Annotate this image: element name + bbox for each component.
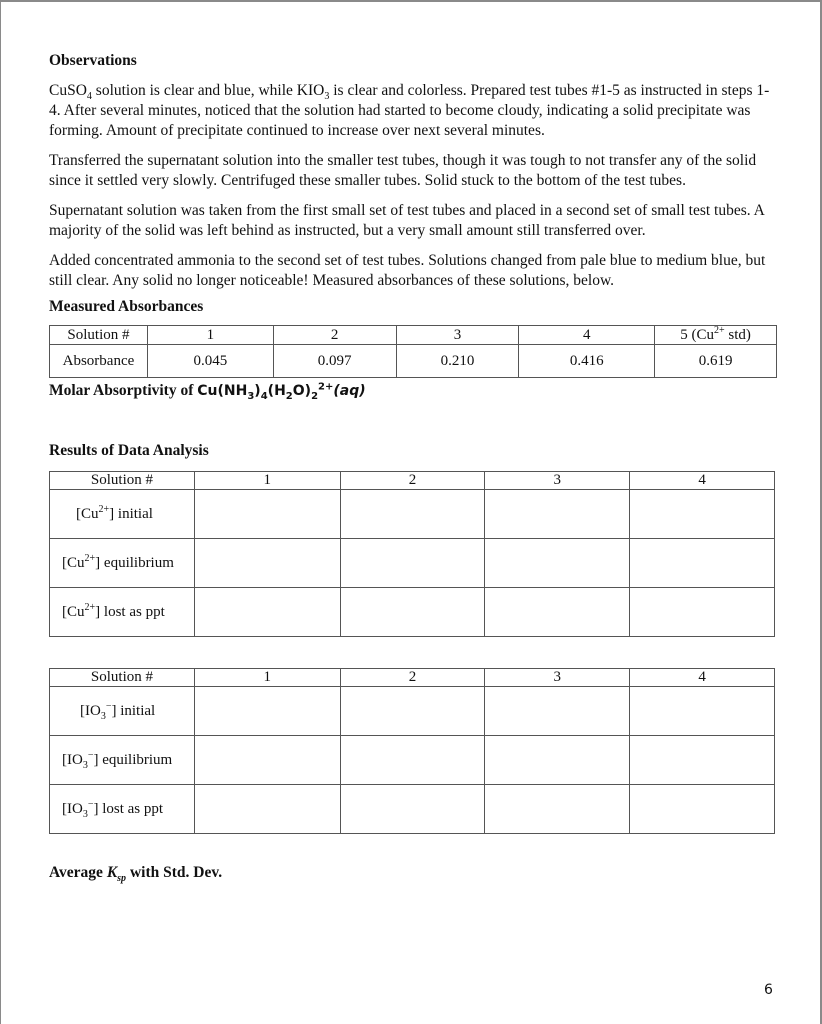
absorbance-table (49, 325, 777, 378)
absorbance-value: 0.210 (396, 345, 519, 378)
observation-paragraph-4: Added concentrated ammonia to the second set of test tubes. Solutions changed from pale blue to medium blue, but still clear. Any solid no longer noticeable! Measured absorbances of these solutions, below. (49, 252, 766, 289)
solution-number: 3 (485, 669, 630, 687)
empty-cell[interactable] (194, 785, 340, 834)
empty-cell[interactable] (340, 736, 485, 785)
table-row (50, 588, 775, 637)
absorbance-header-cell: Absorbance (50, 345, 148, 378)
table-row (50, 345, 777, 378)
table-row (50, 472, 775, 490)
page-number: 6 (764, 982, 773, 998)
empty-cell[interactable] (630, 588, 775, 637)
empty-cell[interactable] (485, 736, 630, 785)
empty-cell[interactable] (630, 736, 775, 785)
average-ksp-heading: Average $K_{sp}$ with Std. Dev. (49, 864, 223, 885)
empty-cell[interactable] (194, 588, 340, 637)
cu-lost-label: $[Cu^{2+}]$ lost as ppt (50, 588, 195, 637)
empty-cell[interactable] (194, 736, 340, 785)
cu-equilibrium-label: $[Cu^{2+}]$ equilibrium (50, 539, 195, 588)
empty-cell[interactable] (485, 490, 630, 539)
absorbance-value: 0.097 (273, 345, 396, 378)
observation-paragraph-3: Supernatant solution was taken from the first small set of test tubes and placed in a second set of small test tubes. A majority of the solid was left behind as instructed, but a very small amount still transferred over. (49, 202, 765, 239)
standard-solution-label: 5 ($Cu^{2+}$ std) (655, 326, 777, 345)
io3-initial-label: $[IO_3^-]$ initial (50, 687, 195, 736)
table-row (50, 326, 777, 345)
table-row (50, 539, 775, 588)
solution-header-cell: Solution # (50, 669, 195, 687)
solution-number: 4 (630, 669, 775, 687)
empty-cell[interactable] (340, 490, 485, 539)
copper-results-table (49, 471, 775, 637)
absorbance-value: 0.045 (147, 345, 273, 378)
absorbance-value: 0.619 (655, 345, 777, 378)
io3-equilibrium-label: $[IO_3^-]$ equilibrium (50, 736, 195, 785)
empty-cell[interactable] (340, 588, 485, 637)
solution-number: 2 (273, 326, 396, 345)
empty-cell[interactable] (340, 687, 485, 736)
results-heading: Results of Data Analysis (49, 442, 209, 459)
molar-absorptivity-heading: Molar Absorptivity of $Cu(NH_3)_4(H_2O)_2^{2+}(aq)$ (49, 381, 366, 402)
empty-cell[interactable] (194, 539, 340, 588)
measured-absorbances-heading: Measured Absorbances (49, 298, 204, 315)
solution-number: 3 (485, 472, 630, 490)
cu-initial-label: $[Cu^{2+}]$ initial (50, 490, 195, 539)
solution-header-cell: Solution # (50, 472, 195, 490)
empty-cell[interactable] (630, 687, 775, 736)
table-row (50, 687, 775, 736)
solution-number: 4 (519, 326, 655, 345)
observation-paragraph-1: CuSO$_4$ solution is clear and blue, while $KIO_3$ is clear and colorless. Prepared test tubes #1-5 as instructed in steps 1-4. After several minutes, noticed that the solution had started to become cloudy, indicating a solid precipitate was forming. Amount of precipitate continued to increase over next several minutes. (49, 82, 770, 139)
empty-cell[interactable] (485, 539, 630, 588)
empty-cell[interactable] (194, 490, 340, 539)
empty-cell[interactable] (194, 687, 340, 736)
solution-number: 3 (396, 326, 519, 345)
empty-cell[interactable] (485, 785, 630, 834)
empty-cell[interactable] (630, 539, 775, 588)
empty-cell[interactable] (630, 785, 775, 834)
solution-number: 2 (340, 669, 485, 687)
table-row (50, 490, 775, 539)
table-row (50, 785, 775, 834)
absorbance-value: 0.416 (519, 345, 655, 378)
solution-number: 4 (630, 472, 775, 490)
empty-cell[interactable] (340, 539, 485, 588)
empty-cell[interactable] (485, 687, 630, 736)
iodate-results-table (49, 668, 775, 834)
io3-lost-label: $[IO_3^-]$ lost as ppt (50, 785, 195, 834)
observations-heading: Observations (49, 52, 137, 69)
solution-number: 1 (147, 326, 273, 345)
document-content (49, 50, 777, 885)
solution-header-cell: Solution # (50, 326, 148, 345)
table-row (50, 736, 775, 785)
solution-number: 2 (340, 472, 485, 490)
empty-cell[interactable] (340, 785, 485, 834)
empty-cell[interactable] (630, 490, 775, 539)
observation-paragraph-2: Transferred the supernatant solution into the smaller test tubes, though it was tough to not transfer any of the solid since it settled very slowly. Centrifuged these smaller tubes. Solid stuck to the bottom of the test tubes. (49, 152, 757, 189)
table-row (50, 669, 775, 687)
solution-number: 1 (194, 669, 340, 687)
complex-formula: $Cu(NH_3)_4(H_2O)_2^{2+}(aq)$ (197, 381, 366, 402)
solution-number: 1 (194, 472, 340, 490)
empty-cell[interactable] (485, 588, 630, 637)
